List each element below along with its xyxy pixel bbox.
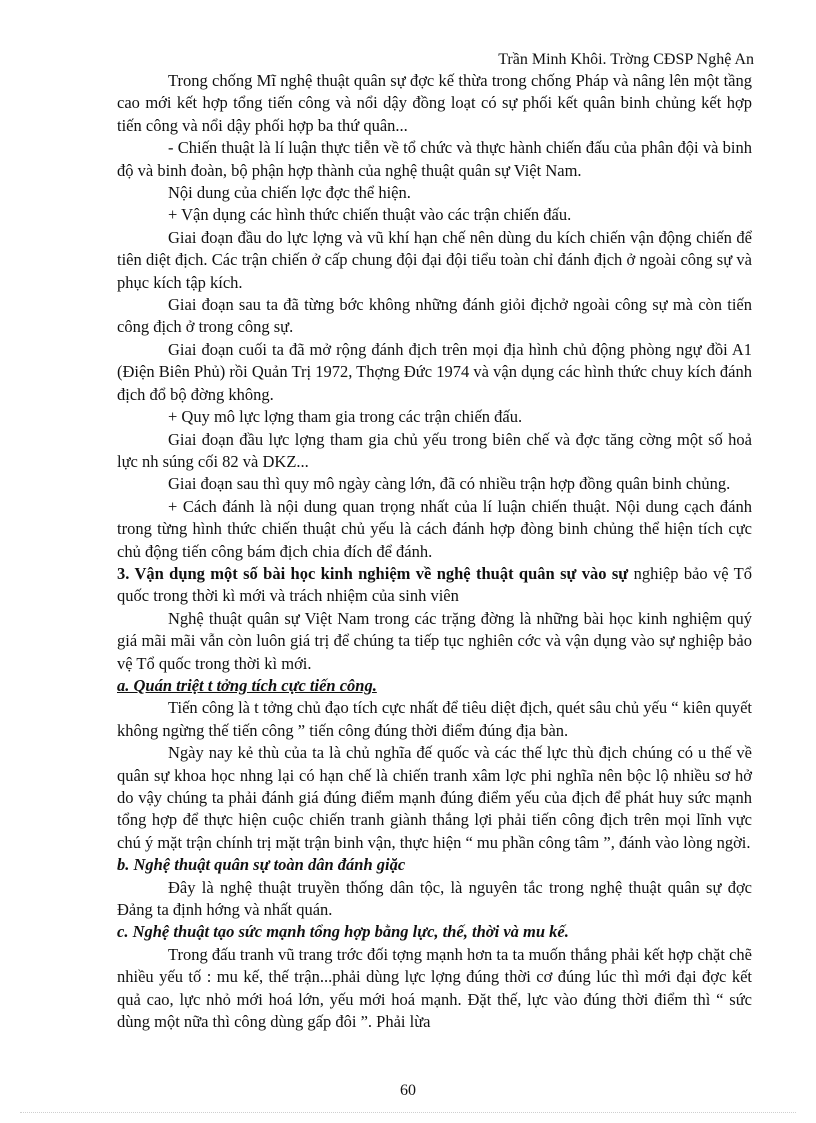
paragraph: Trong đấu tranh vũ trang trớc đối tợng mạnh hơn ta ta muốn thắng phải kết hợp chặt chẽ nhiều yếu tố : mu kế, thế trận...phải dùng lực lợng đúng thời cơ đúng lúc thì mới đại đợc kết quả cao, lực nhỏ mới hoá lớn, yếu mới hoá mạnh. Đặt thế, lực vào đúng thời điểm thì “ sức dùng một nữa thì công dùng gấp đôi ”. Phải lừa [117, 944, 752, 1032]
paragraph: Giai đoạn đầu do lực lợng và vũ khí hạn chế nên dùng du kích chiến vận động chiến để tiên diệt địch. Các trận chiến ở cấp chung đội đại đội tiểu toàn chỉ đánh địch ở ngoài công sự và phục kích tập kích. [117, 227, 752, 292]
paragraph: + Quy mô lực lợng tham gia trong các trận chiến đấu. [168, 407, 523, 427]
paragraph: Giai đoạn sau ta đã từng bớc không những đánh giỏi địchở ngoài công sự mà còn tiến công địch ở trong công sự. [117, 295, 752, 337]
body-text [117, 70, 752, 1033]
subheading-c: c. Nghệ thuật tạo sức mạnh tổng hợp bằng lực, thế, thời và mu kế. [117, 922, 569, 942]
section-heading-plain: nghiệp bảo vệ Tổ quốc trong thời kì mới và trách nhiệm của sinh viên [117, 563, 752, 606]
subheading-a: a. Quán triệt t tởng tích cực tiến công. [117, 675, 377, 695]
paragraph: Nội dung của chiến lợc đợc thể hiện. [168, 183, 411, 203]
page-number: 60 [400, 1082, 416, 1099]
paragraph: + Vận dụng các hình thức chiến thuật vào các trận chiến đấu. [168, 205, 572, 225]
section-heading-bold: 3. Vận dụng một số bài học kinh nghiệm về nghệ thuật quân sự vào sự [117, 563, 629, 583]
paragraph: Giai đoạn cuối ta đã mở rộng đánh địch trên mọi địa hình chủ động phòng ngự đồi A1 (Điện Biên Phủ) rồi Quản Trị 1972, Thợng Đức 1974 và vận dụng các hình thức chuy kích đánh địch đổ bộ đờng không. [117, 339, 752, 404]
paragraph: Ngày nay kẻ thù của ta là chủ nghĩa đế quốc và các thế lực thù địch chúng có u thế về quân sự khoa học nhng lại có hạn chế là chiến tranh xâm lợc phi nghĩa nên bộc lộ nhiều sơ hở do vậy chúng ta phải đánh giá đúng điểm mạnh đúng điểm yếu của địch để phát huy sức mạnh tổng hợp để thực hiện cuộc chiến tranh giành thắng lợi phải tiến công địch trên mọi lĩnh vực chú ý mặt trận chính trị mặt trận binh vận, thực hiện “ mu phần công tâm ”, đánh vào lòng ngời. [117, 743, 752, 852]
paragraph: Trong chống Mĩ nghệ thuật quân sự đợc kế thừa trong chống Pháp và nâng lên một tầng cao mới kết hợp tổng tiến công và nổi dậy đồng loạt có sự phối kết quân binh chủng kết hợp tiến công và nổi dậy phối hợp ba thứ quân... [117, 71, 752, 135]
page-bottom-divider [20, 1112, 796, 1113]
paragraph: - Chiến thuật là lí luận thực tiễn về tổ chức và thực hành chiến đấu của phân đội và binh độ và binh đoàn, bộ phận hợp thành của nghệ thuật quân sự Việt Nam. [117, 138, 752, 180]
paragraph: Nghệ thuật quân sự Việt Nam trong các trặng đờng là những bài học kinh nghiệm quý giá mãi mãi vẫn còn luôn giá trị để chúng ta tiếp tục nghiên cớc và vận dụng vào sự nghiệp bảo vệ Tổ quốc trong thời kì mới. [117, 608, 752, 673]
paragraph: Tiến công là t tởng chủ đạo tích cực nhất để tiêu diệt địch, quét sâu chủ yếu “ kiên quyết không ngừng thế tiến công ” tiến công đúng thời điểm đúng địa bàn. [117, 698, 752, 740]
section-heading-3 [117, 563, 752, 608]
subheading-b: b. Nghệ thuật quân sự toàn dân đánh giặc [117, 855, 406, 875]
paragraph: Giai đoạn sau thì quy mô ngày càng lớn, đã có nhiều trận hợp đồng quân binh chủng. [168, 474, 731, 494]
running-header: Trần Minh Khôi. Trờng CĐSP Nghệ An [498, 51, 754, 68]
paragraph: Đây là nghệ thuật truyền thống dân tộc, là nguyên tắc trong nghệ thuật quân sự đợc Đảng ta định hớng và nhất quán. [117, 877, 752, 920]
paragraph: + Cách đánh là nội dung quan trọng nhất của lí luận chiến thuật. Nội dung cạch đánh trong từng hình thức chiến thuật chủ yếu là cách đánh hợp đòng binh chủng thể hiện tích cực chủ động tiến công bám địch chia đích để đánh. [117, 496, 752, 561]
paragraph: Giai đoạn đầu lực lợng tham gia chủ yếu trong biên chế và đợc tăng cờng một số hoả lực nh súng cối 82 và DKZ... [117, 429, 752, 471]
